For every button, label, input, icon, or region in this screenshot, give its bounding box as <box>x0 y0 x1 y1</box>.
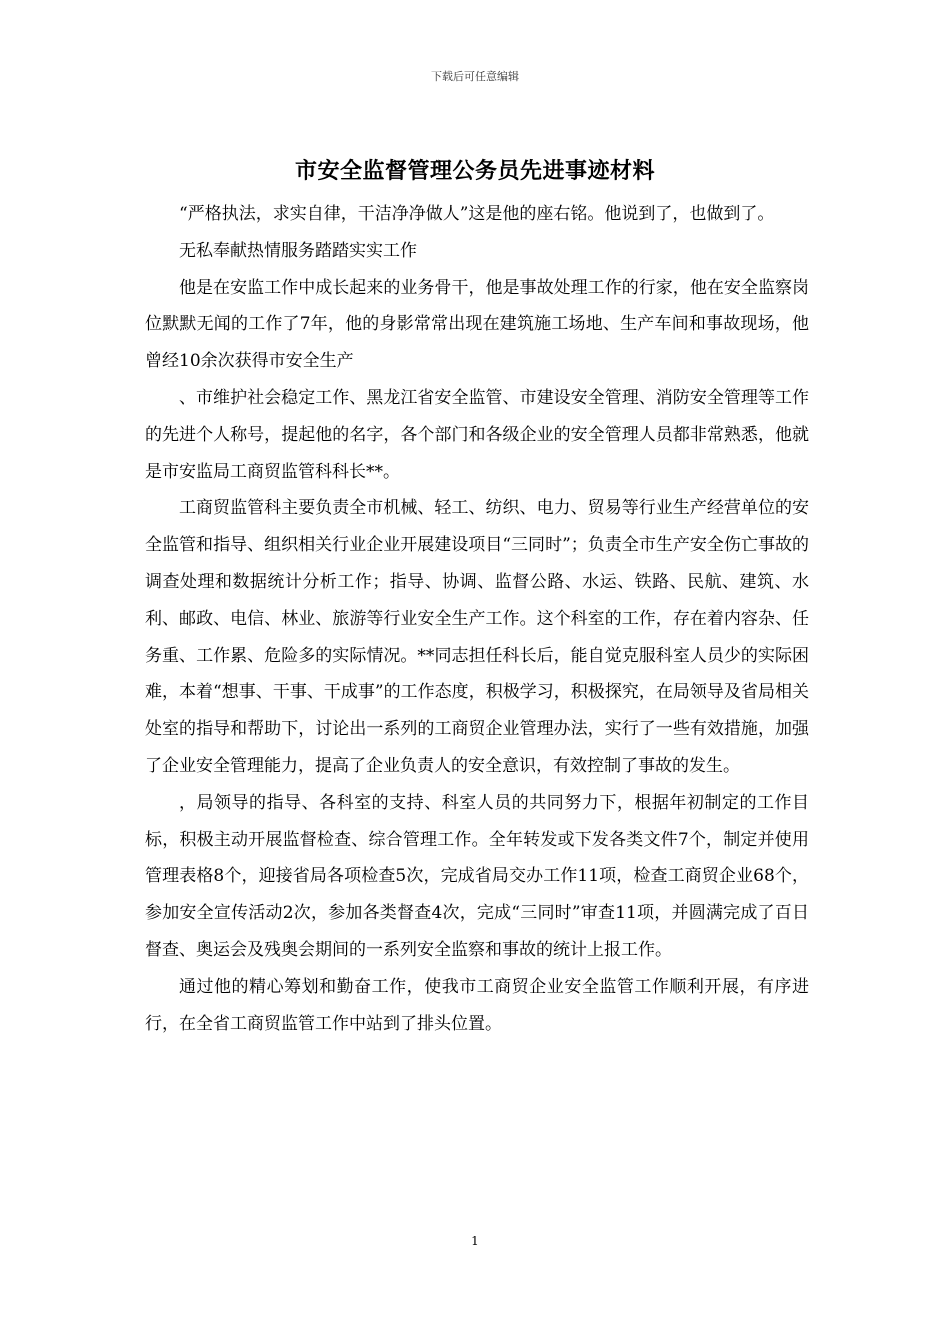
document-title: 市安全监督管理公务员先进事迹材料 <box>294 159 655 184</box>
document-body <box>145 196 809 1042</box>
paragraph-subheading: 无私奉献热情服务踏踏实实工作 <box>179 240 417 261</box>
paragraph-achievements: ，局领导的指导、各科室的支持、科室人员的共同努力下，根据年初制定的工作目标，积极主动开展监督检查、综合管理工作。全年转发或下发各类文件7个，制定并使用管理表格8个，迎接省局各项检查5次，完成省局交办工作11项，检查工商贸企业68个，参加安全宣传活动2次，参加各类督查4次，完成“三同时”审查11项，并圆满完成了百日督查、奥运会及残奥会期间的一系列安全监察和事故的统计上报工作。 <box>145 792 809 960</box>
paragraph-honors: 、市维护社会稳定工作、黑龙江省安全监管、市建设安全管理、消防安全管理等工作的先进个人称号，提起他的名字，各个部门和各级企业的安全管理人员都非常熟悉，他就是市安监局工商贸监管科科长**。 <box>145 387 809 482</box>
paragraph-motto: “严格执法，求实自律，干洁净净做人”这是他的座右铭。他说到了，也做到了。 <box>179 204 775 224</box>
header-note: 下载后可任意编辑 <box>431 70 519 83</box>
page-number: 1 <box>471 1234 479 1248</box>
paragraph-background: 他是在安监工作中成长起来的业务骨干，他是事故处理工作的行家，他在安全监察岗位默默无闻的工作了7年，他的身影常常出现在建筑施工场地、生产车间和事故现场，他曾经10余次获得市安全生产 <box>145 277 809 372</box>
paragraph-conclusion: 通过他的精心筹划和勤奋工作，使我市工商贸企业安全监管工作顺利开展，有序进行，在全省工商贸监管工作中站到了排头位置。 <box>145 976 809 1034</box>
paragraph-duties: 工商贸监管科主要负责全市机械、轻工、纺织、电力、贸易等行业生产经营单位的安全监管和指导、组织相关行业企业开展建设项目“三同时”；负责全市生产安全伤亡事故的调查处理和数据统计分析工作；指导、协调、监督公路、水运、铁路、民航、建筑、水利、邮政、电信、林业、旅游等行业安全生产工作。这个科室的工作，存在着内容杂、任务重、工作累、危险多的实际情况。**同志担任科长后，能自觉克服科室人员少的实际困难，本着“想事、干事、干成事”的工作态度，积极学习，积极探究，在局领导及省局相关处室的指导和帮助下，讨论出一系列的工商贸企业管理办法，实行了一些有效措施，加强了企业安全管理能力，提高了企业负责人的安全意识，有效控制了事故的发生。 <box>145 498 809 776</box>
